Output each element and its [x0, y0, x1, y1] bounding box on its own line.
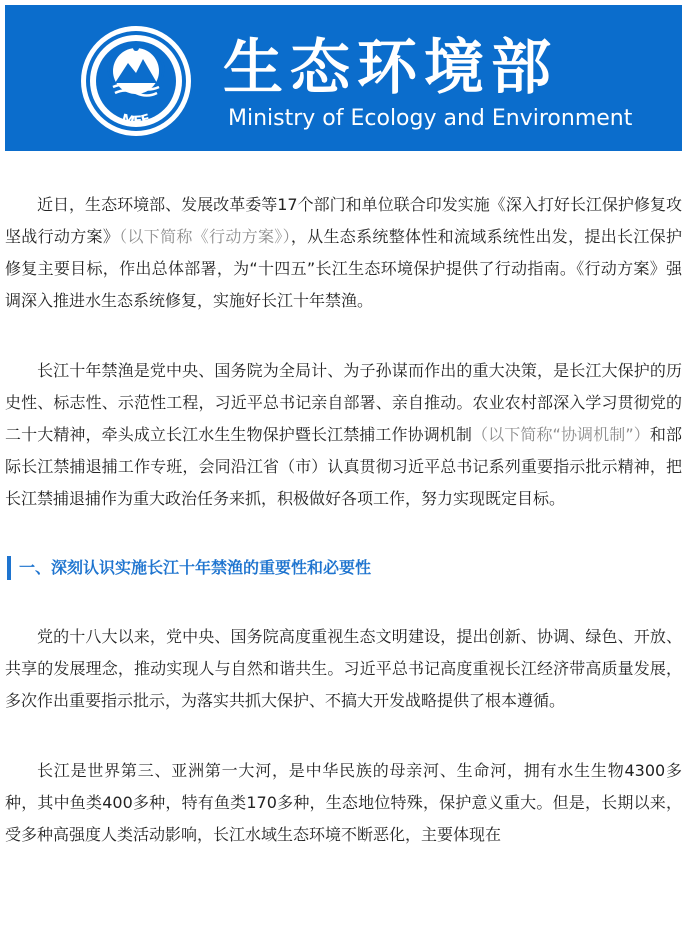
- paragraph-2-text-a: 长江十年禁渔是党中央、国务院为全局计、为子孙谋而作出的重大决策，是长江大保护的历史性、标志性、示范性工程，习近平总书记亲自部署、亲自推动。农业农村部深入学习贯彻党的二十大精神，牵头成立长江水生生物保护暨长江禁捕工作协调机制: [5, 361, 682, 444]
- ministry-title-cn: 生态环境部: [223, 33, 558, 103]
- article-paragraph-1: [5, 189, 682, 317]
- paragraph-1-text-a: 近日，生态环境部、发展改革委等17个部门和单位联合印发实施《深入打好长江保护修复攻坚战行动方案》: [5, 195, 682, 246]
- article-paragraph-3: 党的十八大以来，党中央、国务院高度重视生态文明建设，提出创新、协调、绿色、开放、共享的发展理念，推动实现人与自然和谐共生。习近平总书记高度重视长江经济带高质量发展，多次作出重要指示批示，为落实共抓大保护、不搞大开发战略提供了根本遵循。: [5, 627, 682, 710]
- article-paragraph-4: 长江是世界第三、亚洲第一大河，是中华民族的母亲河、生命河，拥有水生生物4300多种，其中鱼类400多种，特有鱼类170多种，生态地位特殊，保护意义重大。但是，长期以来，受多种高强度人类活动影响，长江水域生态环境不断恶化，主要体现在: [5, 761, 682, 844]
- paragraph-2-abbreviation-note: （以下简称“协调机制”）: [472, 425, 650, 444]
- ministry-logo-icon: [80, 25, 192, 137]
- article-body: [5, 189, 682, 889]
- ministry-title-en: Ministry of Ecology and Environment: [228, 106, 633, 131]
- svg-text:MEE: [120, 112, 152, 130]
- paragraph-1-abbreviation-note: （以下简称《行动方案》）: [119, 227, 291, 246]
- header-banner: [5, 5, 682, 151]
- section-1-heading: [5, 553, 682, 583]
- article-paragraph-2: [5, 355, 682, 515]
- logo-text: MEE: [119, 111, 153, 130]
- paragraph-2-text-c: 和部际长江禁捕退捕工作专班，会同沿江省（市）认真贯彻习近平总书记系列重要指示批示精神，把长江禁捕退捕作为重大政治任务来抓，积极做好各项工作，努力实现既定目标。: [5, 425, 682, 508]
- section-heading-accent-bar: [7, 556, 11, 580]
- section-1-title: 一、深刻认识实施长江十年禁渔的重要性和必要性: [19, 558, 372, 577]
- paragraph-1-text-c: ，从生态系统整体性和流域系统性出发，提出长江保护修复主要目标，作出总体部署，为“十四五”长江生态环境保护提供了行动指南。《行动方案》强调深入推进水生态系统修复，实施好长江十年禁渔。: [5, 227, 682, 310]
